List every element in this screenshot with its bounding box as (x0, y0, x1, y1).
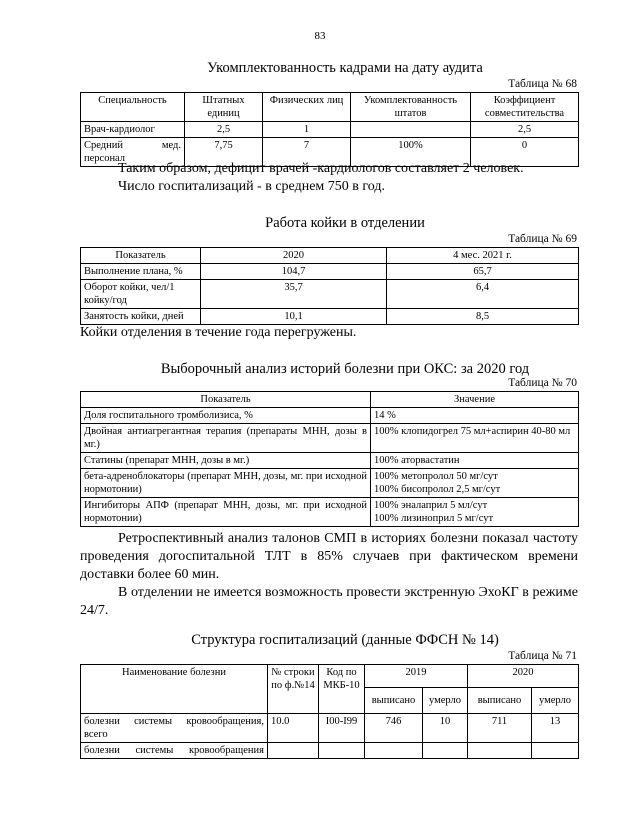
table-cell (532, 743, 579, 759)
table-cell (319, 743, 365, 759)
table-row (81, 743, 579, 759)
header-cell: 2020 (468, 665, 579, 688)
table-cell: 7 (263, 138, 351, 167)
table-row (81, 264, 579, 280)
table-cell: 13 (532, 714, 579, 743)
header-cell: выписано (468, 687, 532, 713)
table-row (81, 714, 579, 743)
table-row (81, 408, 579, 424)
table-cell: Средний мед. персонал (81, 138, 185, 167)
table-row (81, 122, 579, 138)
table-cell: Выполнение плана, % (81, 264, 201, 280)
header-cell: Показатель (81, 248, 201, 264)
table-cell (365, 743, 423, 759)
retrospective-paragraph: Ретроспективный анализ талонов СМП в историях болезни показал частоту проведения догоспитальной ТЛТ в 85% случаев при фактическом времени доставки более 60 мин. (80, 531, 578, 582)
header-cell: выписано (365, 687, 423, 713)
table-cell: 711 (468, 714, 532, 743)
header-cell: № строки по ф.№14 (268, 665, 319, 714)
hospitalization-structure-table (80, 664, 579, 759)
table-cell (423, 743, 468, 759)
table-header-row (81, 665, 579, 688)
bed-work-title: Работа койки в отделении (265, 215, 425, 231)
header-cell: Значение (371, 392, 579, 408)
page-number: 83 (314, 30, 326, 42)
table-cell: 104,7 (201, 264, 387, 280)
header-cell: Показатель (81, 392, 371, 408)
table-cell: Двойная антиагрегантная терапия (препараты МНН, дозы в мг.) (81, 424, 371, 453)
table-cell: 8,5 (387, 309, 579, 325)
table-cell: 65,7 (387, 264, 579, 280)
header-cell: Штатных единиц (185, 93, 263, 122)
table-cell: 10.0 (268, 714, 319, 743)
header-cell: Код по МКБ-10 (319, 665, 365, 714)
header-cell: умерло (532, 687, 579, 713)
table-68-number: Таблица № 68 (508, 78, 577, 90)
table-70-number: Таблица № 70 (508, 377, 577, 389)
table-row (81, 424, 579, 453)
acs-analysis-title: Выборочный анализ историй болезни при ОКС: за 2020 год (160, 361, 530, 377)
hospitalization-structure-title: Структура госпитализаций (данные ФФСН № 14) (191, 632, 499, 648)
table-69-number: Таблица № 69 (508, 233, 577, 245)
table-cell: 10,1 (201, 309, 387, 325)
table-header-row (81, 392, 579, 408)
staffing-title: Укомплектованность кадрами на дату аудита (207, 60, 483, 76)
table-cell: 746 (365, 714, 423, 743)
bed-work-table (80, 247, 579, 325)
table-cell: I00-I99 (319, 714, 365, 743)
header-cell: Укомплектованность штатов (351, 93, 471, 122)
header-cell: 4 мес. 2021 г. (387, 248, 579, 264)
table-cell: 2,5 (185, 122, 263, 138)
table-cell: бета-адреноблокаторы (препарат МНН, дозы, мг. при исходной нормотонии) (81, 469, 371, 498)
table-cell: Врач-кардиолог (81, 122, 185, 138)
table-cell: 35,7 (201, 280, 387, 309)
table-cell: 0 (471, 138, 579, 167)
table-row (81, 280, 579, 309)
deficit-text: Таким образом, дефицит врачей -кардиологов составляет 2 человек. (118, 161, 524, 176)
table-cell: 1 (263, 122, 351, 138)
table-cell: болезни системы кровообращения (81, 743, 268, 759)
header-cell: 2020 (201, 248, 387, 264)
table-cell: 6,4 (387, 280, 579, 309)
table-cell: 7,75 (185, 138, 263, 167)
table-cell: 14 % (371, 408, 579, 424)
table-row (81, 453, 579, 469)
table-cell (468, 743, 532, 759)
hospitalization-text: Число госпитализаций - в среднем 750 в год. (118, 179, 385, 194)
table-cell: 100% метопролол 50 мг/сут 100% бисопролол 2,5 мг/сут (371, 469, 579, 498)
header-cell: Коэффициент совместительства (471, 93, 579, 122)
header-cell: Физических лиц (263, 93, 351, 122)
table-cell: Занятость койки, дней (81, 309, 201, 325)
table-row (81, 498, 579, 527)
table-cell (351, 122, 471, 138)
header-cell: Наименование болезни (81, 665, 268, 714)
staffing-table (80, 92, 579, 167)
table-cell: 100% аторвастатин (371, 453, 579, 469)
acs-analysis-table (80, 391, 579, 527)
table-cell: болезни системы кровообращения, всего (81, 714, 268, 743)
table-cell (268, 743, 319, 759)
table-cell: 100% (351, 138, 471, 167)
table-cell: Ингибиторы АПФ (препарат МНН, дозы, мг. при исходной нормотонии) (81, 498, 371, 527)
table-cell: Оборот койки, чел/1 койку/год (81, 280, 201, 309)
beds-overloaded-text: Койки отделения в течение года перегружены. (80, 325, 357, 340)
table-header-row (81, 93, 579, 122)
echo-paragraph: В отделении не имеется возможность провести экстренную ЭхоКГ в режиме 24/7. (80, 585, 578, 618)
table-header-row (81, 248, 579, 264)
header-cell: умерло (423, 687, 468, 713)
table-row (81, 309, 579, 325)
table-cell: Статины (препарат МНН, дозы в мг.) (81, 453, 371, 469)
header-cell: Специальность (81, 93, 185, 122)
table-cell: 10 (423, 714, 468, 743)
header-cell: 2019 (365, 665, 468, 688)
table-cell: 100% эналаприл 5 мл/сут 100% лизиноприл 5 мг/сут (371, 498, 579, 527)
table-cell: 2,5 (471, 122, 579, 138)
table-row (81, 469, 579, 498)
table-cell: Доля госпитального тромболизиса, % (81, 408, 371, 424)
table-71-number: Таблица № 71 (508, 650, 577, 662)
table-cell: 100% клопидогрел 75 мл+аспирин 40-80 мл (371, 424, 579, 453)
